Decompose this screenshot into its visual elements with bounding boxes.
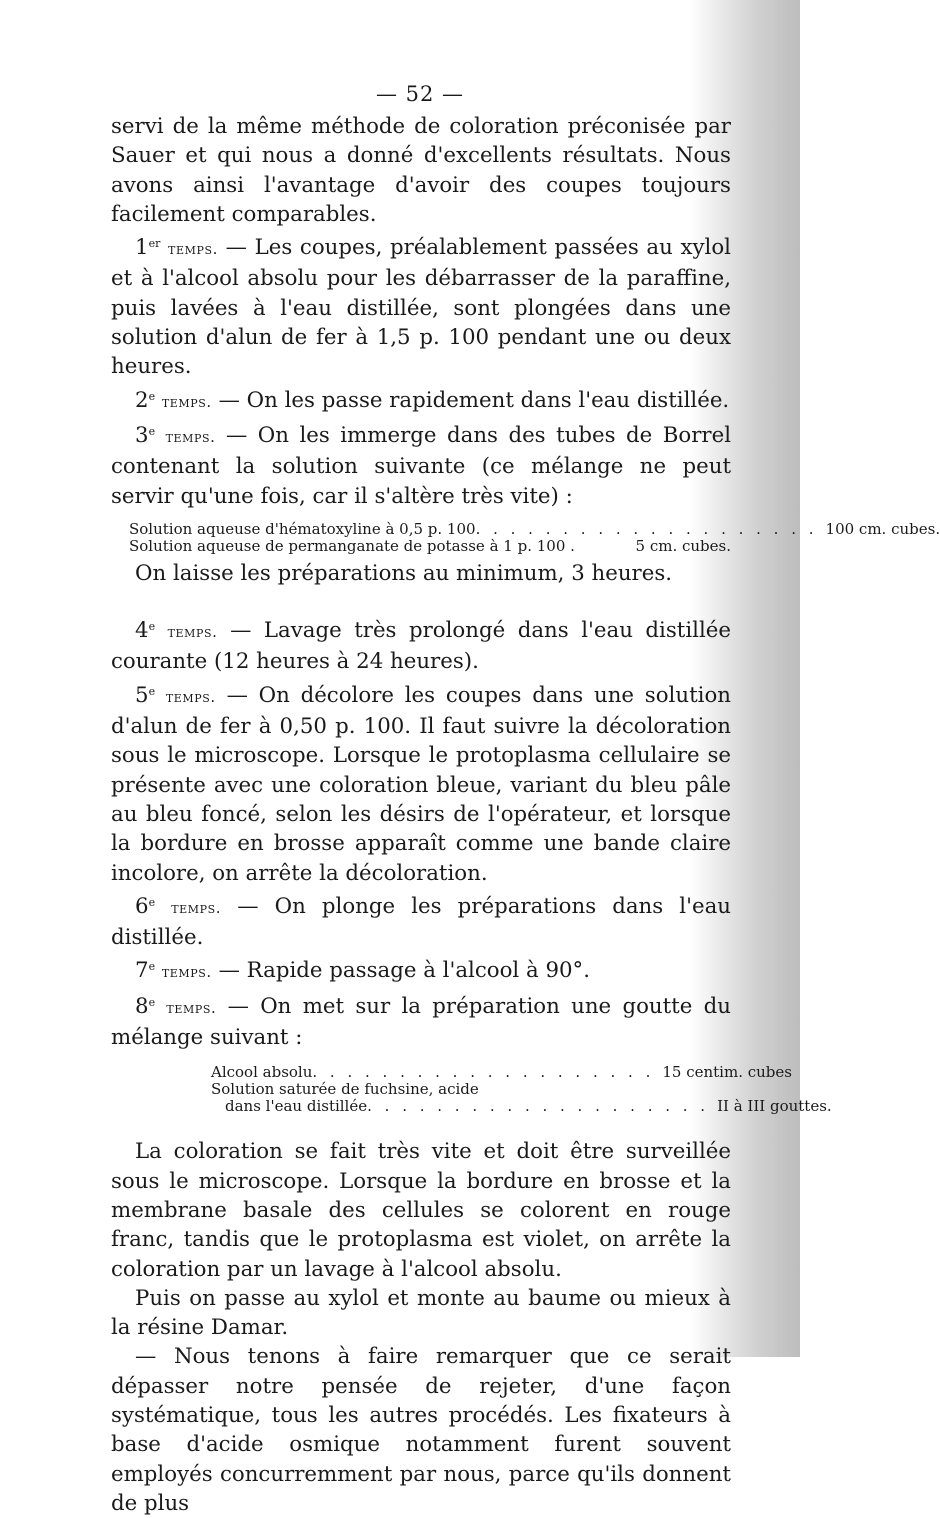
paragraph-remarque: — Nous tenons à faire remarquer que ce serait dépasser notre pensée de rejeter, d'une façon systématique, tous les autres procédés. Les fixateurs à base d'acide osmique notamment furent souvent employés concurremment par nous, parce qu'ils donnent de plus (111, 1344, 731, 1516)
recipe-hematoxyline (129, 519, 940, 555)
page-number: — 52 — (375, 82, 465, 106)
recipe-line (129, 519, 940, 538)
body-text (111, 112, 940, 1518)
leader-dots: . . . . . . . . . . . . . . . . . . . . (475, 519, 818, 538)
recipe-line (211, 1097, 832, 1116)
step-number: 4 (135, 618, 149, 644)
step-label: temps. (166, 998, 217, 1017)
step-label: temps. (171, 898, 222, 917)
step-label: temps. (168, 240, 218, 259)
step-text: — Les coupes, préalablement passées au xylol et à l'alcool absolu pour les débarrasser de la paraffine, puis lavées à l'eau distillée, sont plongées dans une solution d'alun de fer à 1,5 p. 100 pendant une ou deux heures. (111, 235, 731, 380)
step-8 (111, 988, 731, 1053)
step-text: — On les passe rapidement dans l'eau distillée. (211, 387, 730, 413)
ingredient-quantity: 15 centim. cubes (662, 1063, 792, 1082)
step-number: 2 (135, 387, 149, 413)
ingredient-quantity: 5 cm. cubes. (635, 536, 731, 555)
step-text: — On les immerge dans des tubes de Borrel contenant la solution suivante (ce mélange ne peut servir qu'une fois, car il s'altère très vite) : (111, 422, 731, 509)
ingredient-label: Solution aqueuse d'hématoxyline à 0,5 p. 100 (129, 519, 476, 538)
ingredient-label: dans l'eau distillée (225, 1097, 368, 1116)
recipe-fuchsine (211, 1063, 832, 1116)
step-ordinal: e (148, 684, 156, 698)
recipe-line: Solution saturée de fuchsine, acide (211, 1080, 479, 1099)
step-label: temps. (165, 687, 216, 706)
step-label: temps. (161, 392, 212, 411)
step-text: — Lavage très prolongé dans l'eau distillée courante (12 heures à 24 heures). (111, 618, 731, 675)
step-text: — Rapide passage à l'alcool à 90°. (211, 958, 590, 984)
spacer (111, 588, 731, 612)
step-label: temps. (167, 623, 218, 642)
step-ordinal: e (148, 995, 156, 1009)
step-3 (111, 417, 731, 511)
paragraph-coloration: La coloration se fait très vite et doit être surveillée sous le microscope. Lorsque la bordure en brosse et la membrane basale des cellules se colorent en rouge franc, tandis que le protoplasma est violet, on arrête la coloration par un lavage à l'alcool absolu. (111, 1139, 731, 1282)
step-ordinal: e (148, 620, 156, 634)
step-2 (111, 382, 731, 417)
step-number: 6 (135, 893, 149, 919)
step-5 (111, 677, 731, 888)
ingredient-quantity: 100 cm. cubes. (825, 519, 940, 538)
recipe-line (211, 1063, 792, 1082)
leader-dots (575, 538, 628, 555)
step-7 (111, 952, 731, 987)
step-label: temps. (161, 963, 212, 982)
leader-dots: . . . . . . . . . . . . . . . . . . . . (312, 1063, 655, 1082)
ingredient-label: Alcool absolu (211, 1063, 313, 1082)
leader-dots: . . . . . . . . . . . . . . . . . . . . (367, 1097, 710, 1116)
step-number: 7 (135, 958, 149, 984)
step-ordinal: e (148, 895, 156, 909)
step-ordinal: er (148, 237, 161, 251)
paragraph-intro: servi de la même méthode de coloration préconisée par Sauer et qui nous a donné d'excellents résultats. Nous avons ainsi l'avantage d'avoir des coupes toujours facilement comparables. (111, 114, 731, 227)
step-text: — On plonge les préparations dans l'eau distillée. (111, 893, 731, 951)
step-number: 5 (135, 682, 149, 708)
step-number: 3 (135, 422, 149, 448)
step-6 (111, 888, 731, 953)
step-text: — On met sur la préparation une goutte du mélange suivant : (111, 993, 731, 1051)
step-1 (111, 229, 731, 381)
paragraph-xylol: Puis on passe au xylol et monte au baume ou mieux à la résine Damar. (111, 1285, 731, 1341)
step-ordinal: e (148, 424, 156, 438)
step-text: — On décolore les coupes dans une solution d'alun de fer à 0,50 p. 100. Il faut suivre la décoloration sous le microscope. Lorsque le protoplasma cellulaire se présente avec une coloration bleue, variant du bleu pâle au bleu foncé, selon les désirs de l'opérateur, et lorsque la bordure en brosse apparaît comme une bande claire incolore, on arrête la décoloration. (111, 682, 731, 886)
step-4 (111, 612, 731, 677)
step-label: temps. (165, 427, 216, 446)
step-ordinal: e (148, 389, 156, 403)
paragraph-after-recipe: On laisse les préparations au minimum, 3 heures. (135, 560, 673, 586)
ingredient-quantity: II à III gouttes. (717, 1097, 832, 1116)
step-ordinal: e (148, 960, 156, 974)
recipe-line (129, 538, 731, 555)
step-number: 1 (135, 235, 149, 261)
step-number: 8 (135, 993, 149, 1019)
ingredient-label: Solution aqueuse de permanganate de potasse à 1 p. 100 . (129, 536, 575, 555)
